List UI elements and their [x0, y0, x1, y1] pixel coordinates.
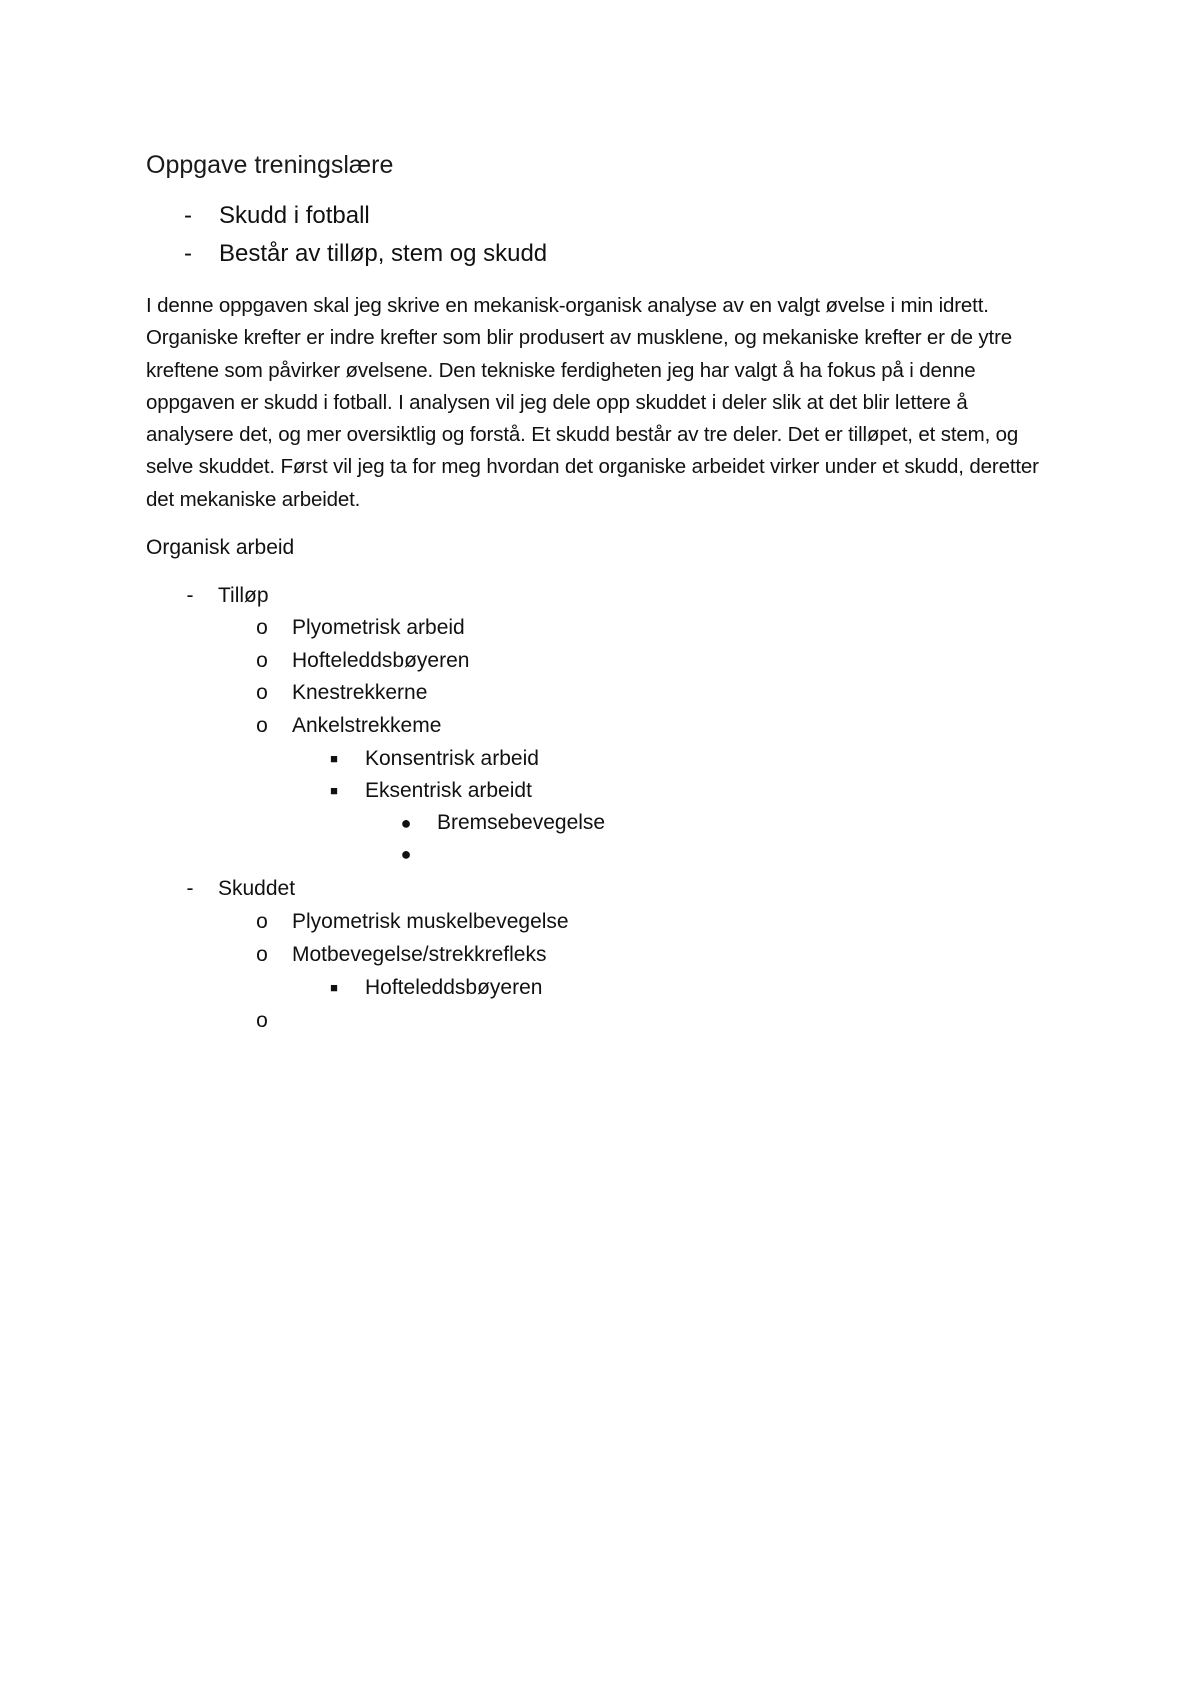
outline-item: Plyometrisk muskelbevegelse [292, 910, 569, 933]
intro-list-item [184, 237, 547, 271]
outline-item: Bremsebevegelse [437, 811, 606, 834]
outline-item: Hofteleddsbøyeren [292, 649, 470, 672]
circle-bullet-marker: o [256, 649, 268, 672]
circle-bullet-marker: o [256, 714, 268, 737]
circle-bullet-marker: o [256, 943, 268, 966]
outline-item: Hofteleddsbøyeren [365, 976, 543, 999]
dash-marker: - [184, 202, 192, 229]
circle-bullet-marker: o [256, 681, 268, 704]
intro-list-text: Skudd i fotball [219, 202, 370, 229]
disc-bullet-marker: ● [400, 844, 412, 864]
dash-marker: - [186, 877, 194, 900]
circle-bullet-marker: o [256, 616, 268, 639]
dash-marker: - [186, 584, 194, 607]
intro-list-text: Består av tilløp, stem og skudd [219, 240, 548, 267]
outline-item: Motbevegelse/strekkrefleks [292, 943, 547, 966]
disc-bullet-marker: ● [400, 813, 412, 833]
circle-bullet-marker: o [256, 910, 268, 933]
dash-marker: - [184, 240, 192, 267]
square-bullet-marker: ■ [330, 980, 338, 995]
outline-item: Ankelstrekkeme [292, 714, 442, 737]
circle-bullet-marker: o [256, 1009, 268, 1032]
outline-item: Knestrekkerne [292, 681, 428, 704]
square-bullet-marker: ■ [330, 783, 338, 798]
section-heading: Organisk arbeid [146, 536, 295, 559]
square-bullet-marker: ■ [330, 751, 338, 766]
outline-item: Tilløp [218, 584, 269, 607]
outline-item: Eksentrisk arbeidt [365, 779, 532, 802]
intro-list-item [184, 199, 370, 233]
outline-item: Plyometrisk arbeid [292, 616, 465, 639]
outline-item: Skuddet [218, 877, 296, 900]
outline-item: Konsentrisk arbeid [365, 747, 539, 770]
body-paragraph: I denne oppgaven skal jeg skrive en mekanisk-organisk analyse av en valgt øvelse i min idrett. Organiske krefter er indre krefter som blir produsert av musklene, og mekaniske krefter er de ytre kreftene som påvirker øvelsene. Den tekniske ferdigheten jeg har valgt å ha fokus på i denne oppgaven er skudd i fotball. I analysen vil jeg dele opp skuddet i deler slik at det blir lettere å analysere det, og mer oversiktlig og forstå. Et skudd består av tre deler. Det er tilløpet, et stem, og selve skuddet. Først vil jeg ta for meg hvordan det organiske arbeidet virker under et skudd, deretter det mekaniske arbeidet. [146, 294, 1039, 511]
document-title: Oppgave treningslære [146, 151, 394, 179]
